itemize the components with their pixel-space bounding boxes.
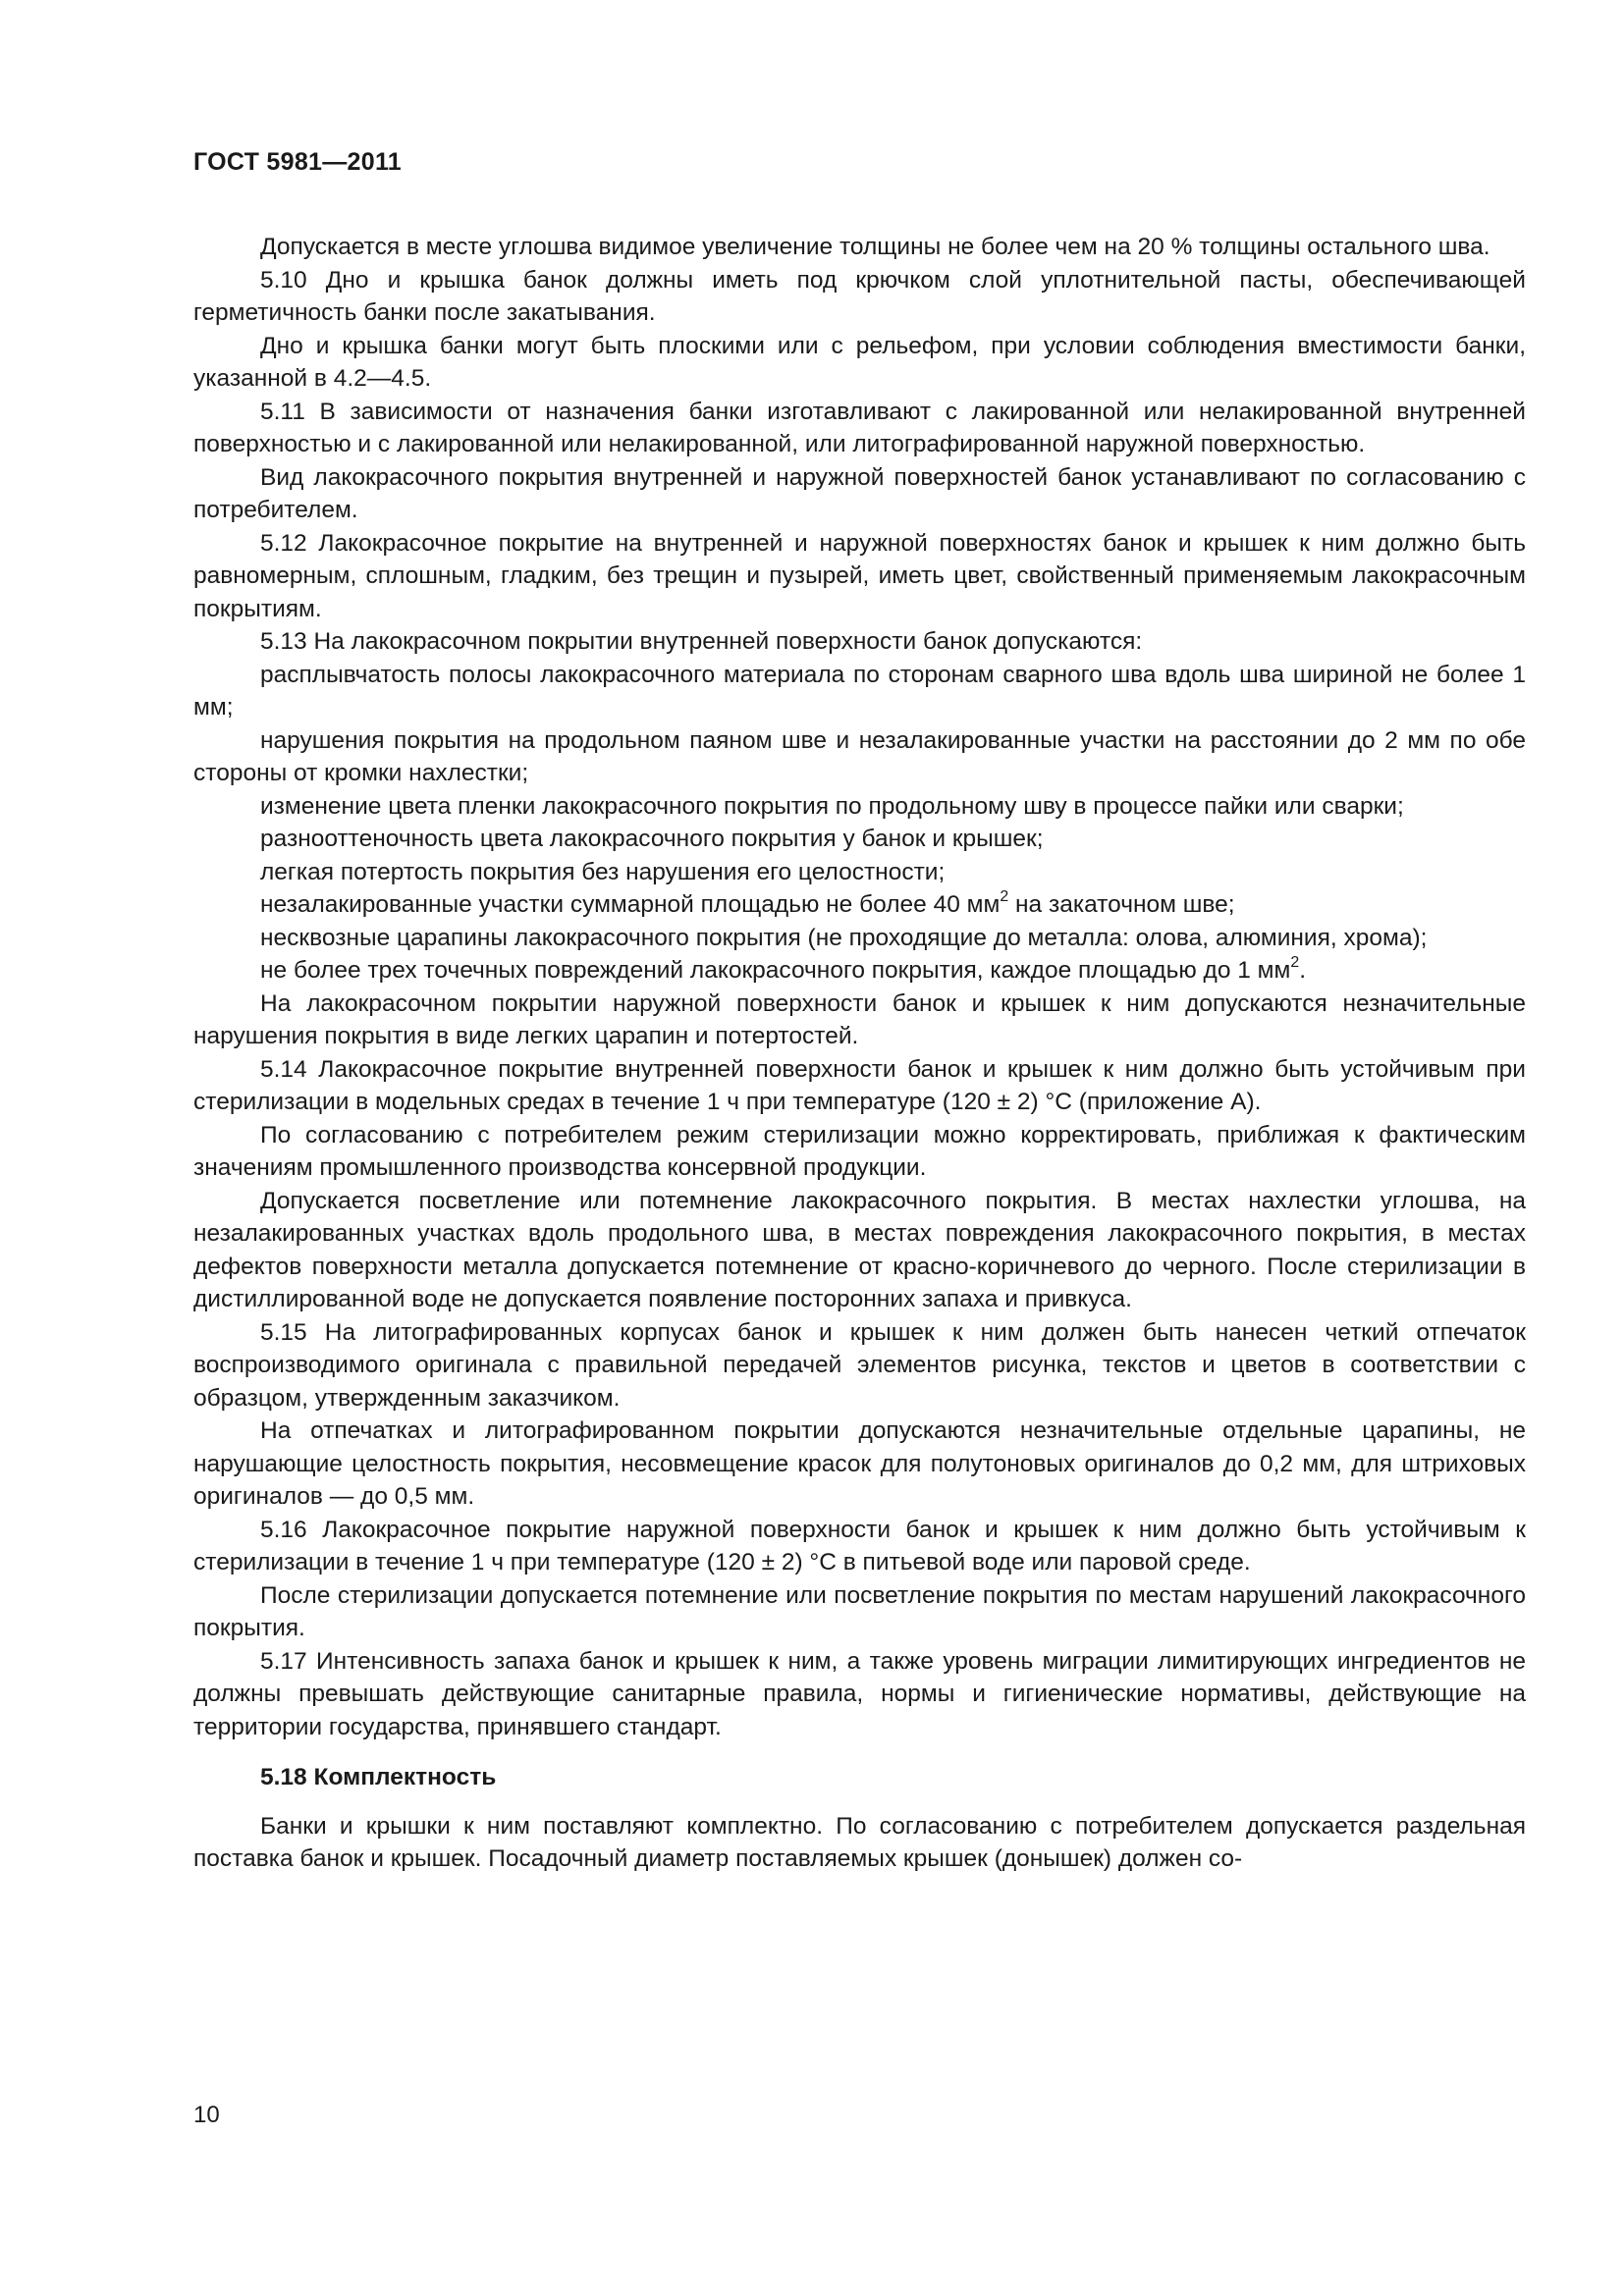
- paragraph-text: на закаточном шве;: [1008, 891, 1235, 918]
- paragraph: несквозные царапины лакокрасочного покрытия (не проходящие до металла: олова, алюминия, хрома);: [260, 924, 1428, 951]
- paragraph-text: не более трех точечных повреждений лакокрасочного покрытия, каждое площадью до 1 мм: [260, 957, 1291, 984]
- document-page: [193, 147, 1526, 1876]
- paragraph: 5.14 Лакокрасочное покрытие внутренней поверхности банок и крышек к ним должно быть устойчивым при стерилизации в модельных средах в течение 1 ч при температуре (120 ± 2) °С (приложение А).: [193, 1055, 1526, 1115]
- page-number: 10: [193, 2102, 220, 2128]
- paragraph: 5.13 На лакокрасочном покрытии внутренней поверхности банок допускаются:: [260, 628, 1143, 655]
- paragraph: легкая потертость покрытия без нарушения его целостности;: [260, 858, 946, 885]
- paragraph-text: незалакированные участки суммарной площадью не более 40 мм: [260, 891, 1001, 918]
- paragraph: Дно и крышка банки могут быть плоскими или с рельефом, при условии соблюдения вместимости банки, указанной в 4.2—4.5.: [193, 332, 1526, 392]
- paragraph: расплывчатость полосы лакокрасочного материала по сторонам сварного шва вдоль шва шириной не более 1 мм;: [193, 661, 1526, 721]
- paragraph: На лакокрасочном покрытии наружной поверхности банок и крышек к ним допускаются незначительные нарушения покрытия в виде легких царапин и потертостей.: [193, 989, 1526, 1049]
- paragraph: разнооттеночность цвета лакокрасочного покрытия у банок и крышек;: [260, 826, 1044, 852]
- paragraph: [193, 888, 1526, 922]
- section-heading: 5.18 Комплектность: [260, 1764, 497, 1790]
- paragraph: 5.17 Интенсивность запаха банок и крышек к ним, а также уровень миграции лимитирующих ингредиентов не должны превышать действующие санитарные правила, нормы и гигиенические нормативы, действующие на территории государства, принявшего стандарт.: [193, 1647, 1526, 1740]
- paragraph: изменение цвета пленки лакокрасочного покрытия по продольному шву в процессе пайки или сварки;: [260, 792, 1404, 820]
- paragraph: Банки и крышки к ним поставляют комплектно. По согласованию с потребителем допускается раздельная поставка банок и крышек. Посадочный диаметр поставляемых крышек (донышек) должен со-: [193, 1812, 1526, 1872]
- paragraph: 5.10 Дно и крышка банок должны иметь под крючком слой уплотнительной пасты, обеспечивающей герметичность банки после закатывания.: [193, 266, 1526, 326]
- superscript: 2: [1290, 953, 1300, 971]
- paragraph: 5.12 Лакокрасочное покрытие на внутренней и наружной поверхностях банок и крышек к ним должно быть равномерным, сплошным, гладким, без трещин и пузырей, иметь цвет, свойственный применяемым лакокрасочным покрытиям.: [193, 529, 1526, 622]
- paragraph: [193, 954, 1526, 988]
- paragraph: Допускается посветление или потемнение лакокрасочного покрытия. В местах нахлестки углошва, на незалакированных участках вдоль продольного шва, в местах повреждения лакокрасочного покрытия, в местах дефектов поверхности металла допускается потемнение от красно-коричневого до черного. После стерилизации в дистиллированной воде не допускается появление посторонних запаха и привкуса.: [193, 1187, 1526, 1312]
- document-body: [193, 231, 1526, 1876]
- paragraph: На отпечатках и литографированном покрытии допускаются незначительные отдельные царапины, не нарушающие целостность покрытия, несовмещение красок для полутоновых оригиналов до 0,2 мм, для штриховых оригиналов — до 0,5 мм.: [193, 1417, 1526, 1510]
- paragraph: По согласованию с потребителем режим стерилизации можно корректировать, приближая к фактическим значениям промышленного производства консервной продукции.: [193, 1121, 1526, 1181]
- paragraph: нарушения покрытия на продольном паяном шве и незалакированные участки на расстоянии до 2 мм по обе стороны от кромки нахлестки;: [193, 726, 1526, 786]
- paragraph: Допускается в месте углошва видимое увеличение толщины не более чем на 20 % толщины остального шва.: [260, 234, 1490, 260]
- superscript: 2: [1000, 887, 1009, 905]
- paragraph: После стерилизации допускается потемнение или посветление покрытия по местам нарушений лакокрасочного покрытия.: [193, 1581, 1526, 1641]
- paragraph: Вид лакокрасочного покрытия внутренней и наружной поверхностей банок устанавливают по согласованию с потребителем.: [193, 463, 1526, 523]
- paragraph-text: .: [1299, 957, 1307, 984]
- paragraph: 5.15 На литографированных корпусах банок и крышек к ним должен быть нанесен четкий отпечаток воспроизводимого оригинала с правильной передачей элементов рисунка, текстов и цветов в соответствии с образцом, утвержденным заказчиком.: [193, 1318, 1526, 1412]
- document-code: ГОСТ 5981—2011: [193, 148, 402, 176]
- paragraph: 5.11 В зависимости от назначения банки изготавливают с лакированной или нелакированной внутренней поверхностью и с лакированной или нелакированной, или литографированной наружной поверхностью.: [193, 398, 1526, 457]
- paragraph: 5.16 Лакокрасочное покрытие наружной поверхности банок и крышек к ним должно быть устойчивым к стерилизации в течение 1 ч при температуре (120 ± 2) °С в питьевой воде или паровой среде.: [193, 1516, 1526, 1575]
